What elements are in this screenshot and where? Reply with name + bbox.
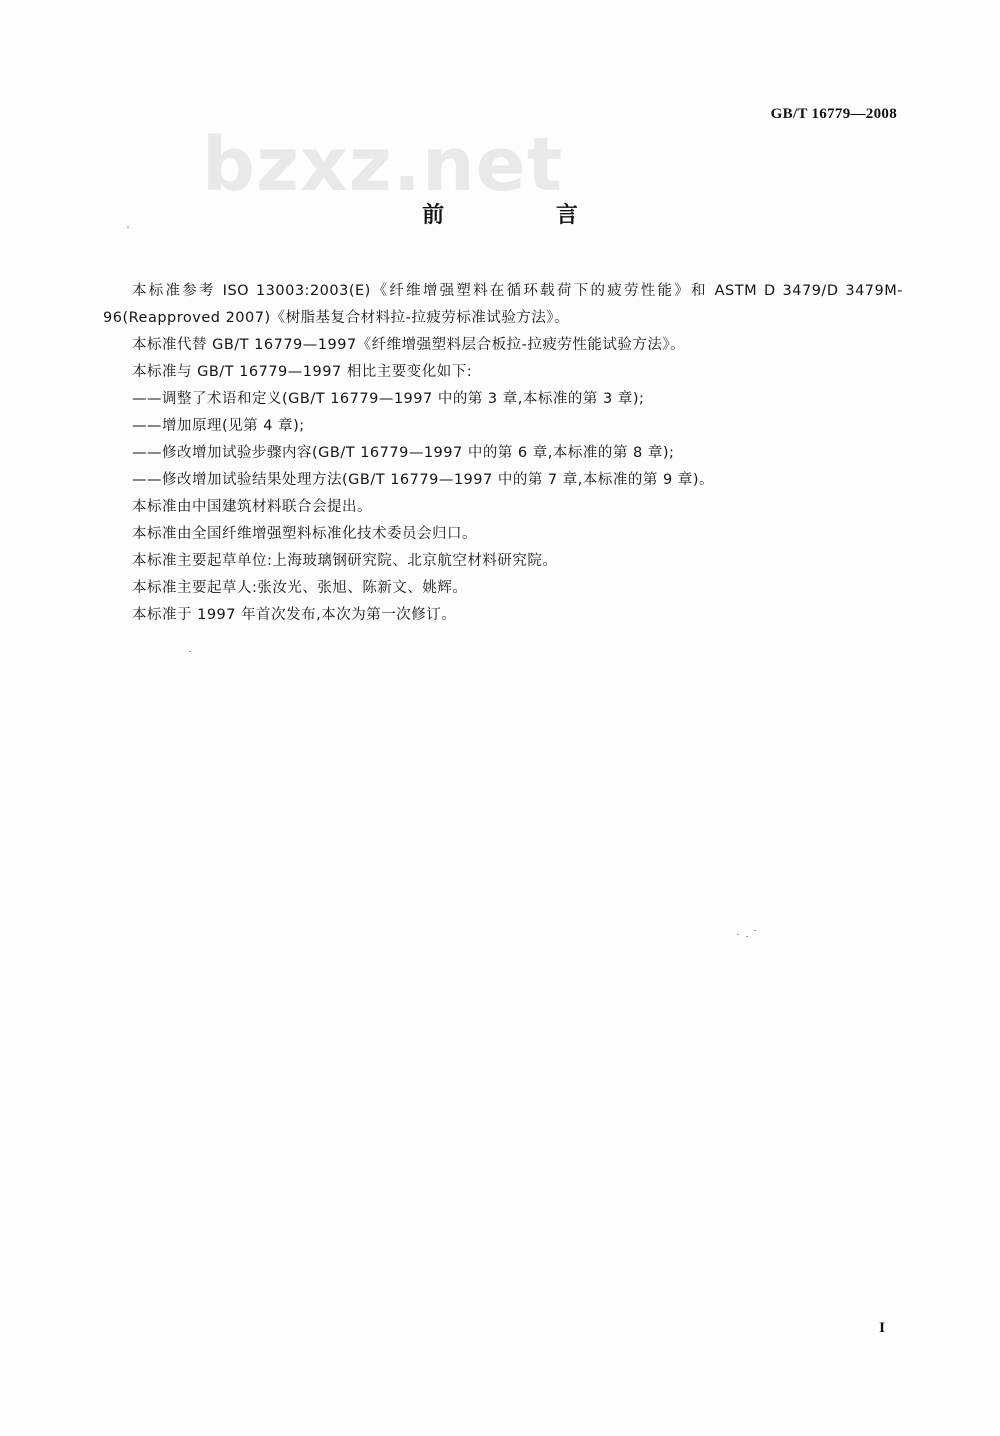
change-item: ——修改增加试验步骤内容(GB/T 16779—1997 中的第 6 章,本标准的第 8 章); bbox=[132, 445, 675, 461]
change-item: ——增加原理(见第 4 章); bbox=[132, 418, 305, 434]
change-item: ——修改增加试验结果处理方法(GB/T 16779—1997 中的第 7 章,本标准的第 9 章)。 bbox=[132, 472, 714, 488]
scan-speck bbox=[746, 936, 748, 937]
foreword-body bbox=[103, 278, 903, 629]
page-number: I bbox=[879, 1320, 885, 1336]
scan-speck bbox=[737, 934, 739, 935]
page-title: 前 言 bbox=[422, 203, 630, 228]
paragraph-proposed-by: 本标准由中国建筑材料联合会提出。 bbox=[132, 499, 372, 515]
change-item: ——调整了术语和定义(GB/T 16779—1997 中的第 3 章,本标准的第 3 章); bbox=[132, 391, 645, 407]
paragraph-history: 本标准于 1997 年首次发布,本次为第一次修订。 bbox=[132, 607, 457, 623]
paragraph-replaces: 本标准代替 GB/T 16779—1997《纤维增强塑料层合板拉-拉疲劳性能试验方法》。 bbox=[132, 337, 686, 353]
paragraph-drafting-units: 本标准主要起草单位:上海玻璃钢研究院、北京航空材料研究院。 bbox=[132, 553, 558, 569]
watermark: bzxz.net bbox=[202, 122, 564, 208]
standard-code: GB/T 16779—2008 bbox=[770, 106, 897, 122]
scan-speck bbox=[127, 227, 129, 228]
paragraph-administered-by: 本标准由全国纤维增强塑料标准化技术委员会归口。 bbox=[132, 526, 477, 542]
paragraph-changes-intro: 本标准与 GB/T 16779—1997 相比主要变化如下: bbox=[132, 364, 473, 380]
paragraph-drafters: 本标准主要起草人:张汝光、张旭、陈新文、姚辉。 bbox=[132, 580, 468, 596]
scan-speck bbox=[189, 651, 191, 652]
scan-speck bbox=[754, 930, 756, 931]
paragraph-reference: 本标准参考 ISO 13003:2003(E)《纤维增强塑料在循环载荷下的疲劳性能》和 ASTM D 3479/D 3479M-96(Reapproved 2007)《树脂基复合材料拉-拉疲劳标准试验方法》。 bbox=[103, 283, 903, 326]
